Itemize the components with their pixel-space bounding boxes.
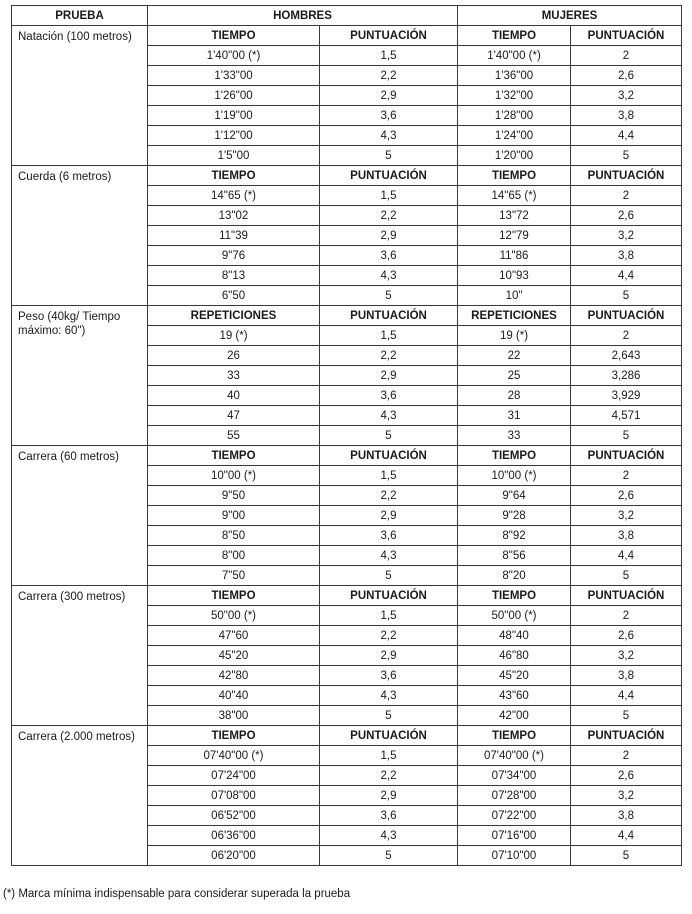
men-mark: 40 bbox=[148, 386, 320, 406]
women-mark: 31 bbox=[458, 406, 571, 426]
men-score: 2,9 bbox=[320, 646, 458, 666]
column-subheader: PUNTUACIÓN bbox=[320, 306, 458, 326]
men-mark: 8"50 bbox=[148, 526, 320, 546]
women-score: 5 bbox=[571, 146, 682, 166]
women-score: 2 bbox=[571, 46, 682, 66]
men-score: 1,5 bbox=[320, 746, 458, 766]
men-mark: 42"80 bbox=[148, 666, 320, 686]
men-score: 4,3 bbox=[320, 126, 458, 146]
women-mark: 1'32"00 bbox=[458, 86, 571, 106]
men-mark: 11"39 bbox=[148, 226, 320, 246]
men-score: 2,2 bbox=[320, 766, 458, 786]
men-mark: 8"13 bbox=[148, 266, 320, 286]
footnote: (*) Marca mínima indispensable para considerar superada la prueba bbox=[3, 888, 351, 900]
column-subheader: TIEMPO bbox=[458, 26, 571, 46]
event-group bbox=[12, 166, 682, 306]
men-mark: 9"50 bbox=[148, 486, 320, 506]
women-mark: 28 bbox=[458, 386, 571, 406]
men-score: 1,5 bbox=[320, 46, 458, 66]
women-mark: 14"65 (*) bbox=[458, 186, 571, 206]
men-mark: 45"20 bbox=[148, 646, 320, 666]
men-score: 1,5 bbox=[320, 466, 458, 486]
women-score: 5 bbox=[571, 286, 682, 306]
women-mark: 07'22"00 bbox=[458, 806, 571, 826]
men-score: 2,2 bbox=[320, 66, 458, 86]
men-score: 5 bbox=[320, 146, 458, 166]
event-group bbox=[12, 726, 682, 866]
women-score: 4,571 bbox=[571, 406, 682, 426]
men-score: 2,9 bbox=[320, 786, 458, 806]
women-score: 2,6 bbox=[571, 766, 682, 786]
men-score: 3,6 bbox=[320, 106, 458, 126]
subheader-row bbox=[12, 306, 682, 326]
women-score: 3,929 bbox=[571, 386, 682, 406]
women-score: 5 bbox=[571, 566, 682, 586]
men-score: 3,6 bbox=[320, 526, 458, 546]
column-subheader: TIEMPO bbox=[148, 166, 320, 186]
event-name: Carrera (60 metros) bbox=[12, 446, 148, 586]
subheader-row bbox=[12, 726, 682, 746]
column-subheader: TIEMPO bbox=[458, 726, 571, 746]
women-mark: 12"79 bbox=[458, 226, 571, 246]
column-subheader: TIEMPO bbox=[148, 726, 320, 746]
column-subheader: REPETICIONES bbox=[148, 306, 320, 326]
men-score: 2,2 bbox=[320, 206, 458, 226]
column-subheader: PUNTUACIÓN bbox=[571, 726, 682, 746]
men-mark: 1'12"00 bbox=[148, 126, 320, 146]
women-mark: 42"00 bbox=[458, 706, 571, 726]
men-score: 2,2 bbox=[320, 626, 458, 646]
men-score: 2,9 bbox=[320, 506, 458, 526]
men-mark: 26 bbox=[148, 346, 320, 366]
men-mark: 13"02 bbox=[148, 206, 320, 226]
men-score: 5 bbox=[320, 426, 458, 446]
men-mark: 06'20"00 bbox=[148, 846, 320, 866]
women-score: 3,8 bbox=[571, 106, 682, 126]
women-mark: 45"20 bbox=[458, 666, 571, 686]
women-score: 5 bbox=[571, 426, 682, 446]
women-mark: 43"60 bbox=[458, 686, 571, 706]
column-subheader: TIEMPO bbox=[148, 26, 320, 46]
men-score: 2,9 bbox=[320, 86, 458, 106]
men-mark: 47"60 bbox=[148, 626, 320, 646]
women-score: 4,4 bbox=[571, 546, 682, 566]
header-row bbox=[12, 6, 682, 26]
column-subheader: PUNTUACIÓN bbox=[571, 586, 682, 606]
women-mark: 8"92 bbox=[458, 526, 571, 546]
column-subheader: TIEMPO bbox=[148, 446, 320, 466]
men-score: 4,3 bbox=[320, 546, 458, 566]
women-mark: 10"93 bbox=[458, 266, 571, 286]
column-subheader: PUNTUACIÓN bbox=[320, 26, 458, 46]
men-mark: 9"76 bbox=[148, 246, 320, 266]
women-mark: 1'20"00 bbox=[458, 146, 571, 166]
women-score: 3,2 bbox=[571, 506, 682, 526]
women-score: 2,6 bbox=[571, 486, 682, 506]
men-mark: 40"40 bbox=[148, 686, 320, 706]
event-name: Carrera (300 metros) bbox=[12, 586, 148, 726]
women-score: 4,4 bbox=[571, 266, 682, 286]
men-score: 2,2 bbox=[320, 346, 458, 366]
men-mark: 14"65 (*) bbox=[148, 186, 320, 206]
event-group bbox=[12, 26, 682, 166]
women-mark: 1'40"00 (*) bbox=[458, 46, 571, 66]
men-mark: 8"00 bbox=[148, 546, 320, 566]
women-score: 2,643 bbox=[571, 346, 682, 366]
women-mark: 8"56 bbox=[458, 546, 571, 566]
women-mark: 25 bbox=[458, 366, 571, 386]
column-subheader: TIEMPO bbox=[458, 446, 571, 466]
event-group bbox=[12, 306, 682, 446]
men-mark: 1'19"00 bbox=[148, 106, 320, 126]
column-subheader: TIEMPO bbox=[458, 586, 571, 606]
women-score: 3,8 bbox=[571, 246, 682, 266]
women-mark: 07'34"00 bbox=[458, 766, 571, 786]
men-score: 3,6 bbox=[320, 666, 458, 686]
event-group bbox=[12, 586, 682, 726]
men-mark: 33 bbox=[148, 366, 320, 386]
subheader-row bbox=[12, 26, 682, 46]
women-score: 2 bbox=[571, 326, 682, 346]
women-mark: 8"20 bbox=[458, 566, 571, 586]
men-mark: 55 bbox=[148, 426, 320, 446]
men-mark: 47 bbox=[148, 406, 320, 426]
event-name: Carrera (2.000 metros) bbox=[12, 726, 148, 866]
women-score: 4,4 bbox=[571, 686, 682, 706]
women-mark: 07'16"00 bbox=[458, 826, 571, 846]
column-subheader: PUNTUACIÓN bbox=[571, 26, 682, 46]
men-mark: 07'40"00 (*) bbox=[148, 746, 320, 766]
header-event: PRUEBA bbox=[12, 6, 148, 26]
column-subheader: PUNTUACIÓN bbox=[571, 446, 682, 466]
women-score: 2 bbox=[571, 746, 682, 766]
scoring-table bbox=[11, 5, 682, 866]
women-score: 3,8 bbox=[571, 666, 682, 686]
event-name: Peso (40kg/ Tiempo máximo: 60") bbox=[12, 306, 148, 446]
women-score: 5 bbox=[571, 706, 682, 726]
event-name: Cuerda (6 metros) bbox=[12, 166, 148, 306]
women-mark: 11"86 bbox=[458, 246, 571, 266]
women-score: 3,8 bbox=[571, 806, 682, 826]
column-subheader: PUNTUACIÓN bbox=[320, 166, 458, 186]
event-group bbox=[12, 446, 682, 586]
women-score: 2,6 bbox=[571, 66, 682, 86]
subheader-row bbox=[12, 446, 682, 466]
men-mark: 1'26"00 bbox=[148, 86, 320, 106]
women-score: 5 bbox=[571, 846, 682, 866]
men-mark: 1'5"00 bbox=[148, 146, 320, 166]
women-score: 3,286 bbox=[571, 366, 682, 386]
men-mark: 06'36"00 bbox=[148, 826, 320, 846]
women-mark: 07'28"00 bbox=[458, 786, 571, 806]
column-subheader: TIEMPO bbox=[148, 586, 320, 606]
women-score: 2,6 bbox=[571, 206, 682, 226]
women-mark: 22 bbox=[458, 346, 571, 366]
women-mark: 1'24"00 bbox=[458, 126, 571, 146]
women-score: 3,2 bbox=[571, 646, 682, 666]
men-score: 4,3 bbox=[320, 826, 458, 846]
women-mark: 07'10"00 bbox=[458, 846, 571, 866]
men-score: 2,9 bbox=[320, 226, 458, 246]
men-score: 5 bbox=[320, 706, 458, 726]
men-mark: 07'24"00 bbox=[148, 766, 320, 786]
subheader-row bbox=[12, 586, 682, 606]
men-score: 3,6 bbox=[320, 806, 458, 826]
women-mark: 33 bbox=[458, 426, 571, 446]
men-mark: 1'33"00 bbox=[148, 66, 320, 86]
women-mark: 1'28"00 bbox=[458, 106, 571, 126]
column-subheader: PUNTUACIÓN bbox=[320, 586, 458, 606]
women-score: 2,6 bbox=[571, 626, 682, 646]
header-men: HOMBRES bbox=[148, 6, 458, 26]
women-mark: 1'36"00 bbox=[458, 66, 571, 86]
men-score: 4,3 bbox=[320, 686, 458, 706]
women-score: 2 bbox=[571, 606, 682, 626]
women-mark: 50"00 (*) bbox=[458, 606, 571, 626]
men-mark: 07'08"00 bbox=[148, 786, 320, 806]
women-mark: 13"72 bbox=[458, 206, 571, 226]
men-mark: 50"00 (*) bbox=[148, 606, 320, 626]
men-mark: 10"00 (*) bbox=[148, 466, 320, 486]
men-mark: 7"50 bbox=[148, 566, 320, 586]
women-mark: 19 (*) bbox=[458, 326, 571, 346]
men-mark: 9"00 bbox=[148, 506, 320, 526]
men-mark: 6"50 bbox=[148, 286, 320, 306]
men-score: 1,5 bbox=[320, 606, 458, 626]
column-subheader: PUNTUACIÓN bbox=[571, 166, 682, 186]
column-subheader: PUNTUACIÓN bbox=[571, 306, 682, 326]
header-women: MUJERES bbox=[458, 6, 682, 26]
men-mark: 19 (*) bbox=[148, 326, 320, 346]
women-mark: 10"00 (*) bbox=[458, 466, 571, 486]
women-score: 2 bbox=[571, 466, 682, 486]
women-mark: 10" bbox=[458, 286, 571, 306]
column-subheader: REPETICIONES bbox=[458, 306, 571, 326]
men-score: 4,3 bbox=[320, 266, 458, 286]
men-score: 2,9 bbox=[320, 366, 458, 386]
men-score: 5 bbox=[320, 286, 458, 306]
men-score: 3,6 bbox=[320, 386, 458, 406]
column-subheader: PUNTUACIÓN bbox=[320, 446, 458, 466]
subheader-row bbox=[12, 166, 682, 186]
women-mark: 07'40"00 (*) bbox=[458, 746, 571, 766]
women-mark: 9"64 bbox=[458, 486, 571, 506]
women-score: 2 bbox=[571, 186, 682, 206]
women-mark: 9"28 bbox=[458, 506, 571, 526]
women-score: 3,8 bbox=[571, 526, 682, 546]
women-score: 4,4 bbox=[571, 126, 682, 146]
men-score: 1,5 bbox=[320, 326, 458, 346]
men-score: 1,5 bbox=[320, 186, 458, 206]
column-subheader: TIEMPO bbox=[458, 166, 571, 186]
men-score: 3,6 bbox=[320, 246, 458, 266]
men-mark: 1'40"00 (*) bbox=[148, 46, 320, 66]
event-name: Natación (100 metros) bbox=[12, 26, 148, 166]
women-score: 3,2 bbox=[571, 226, 682, 246]
men-mark: 06'52"00 bbox=[148, 806, 320, 826]
men-mark: 38"00 bbox=[148, 706, 320, 726]
women-mark: 46"80 bbox=[458, 646, 571, 666]
women-mark: 48"40 bbox=[458, 626, 571, 646]
women-score: 4,4 bbox=[571, 826, 682, 846]
women-score: 3,2 bbox=[571, 86, 682, 106]
men-score: 5 bbox=[320, 566, 458, 586]
men-score: 4,3 bbox=[320, 406, 458, 426]
women-score: 3,2 bbox=[571, 786, 682, 806]
men-score: 5 bbox=[320, 846, 458, 866]
men-score: 2,2 bbox=[320, 486, 458, 506]
column-subheader: PUNTUACIÓN bbox=[320, 726, 458, 746]
